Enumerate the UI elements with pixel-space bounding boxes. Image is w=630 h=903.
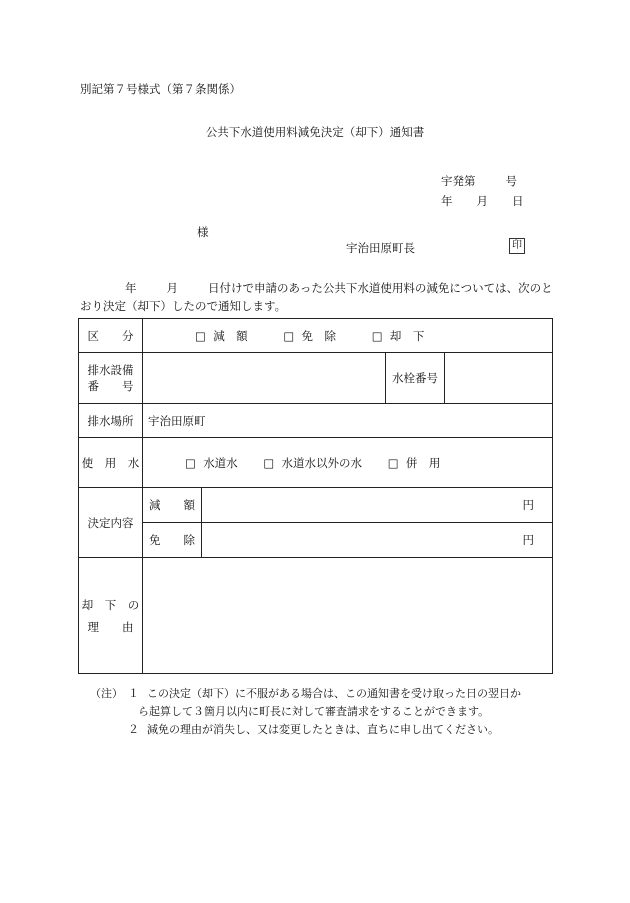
- doc-number-prefix: 宇発第: [441, 174, 476, 188]
- option-combined[interactable]: □ 併 用: [387, 455, 441, 470]
- seal-mark: 印: [509, 238, 525, 254]
- body-rest: 日付けで申請のあった公共下水道使用料の減免については、次のと: [208, 281, 553, 295]
- option-rejection[interactable]: □ 却 下: [371, 328, 425, 343]
- checkbox-icon: □: [195, 328, 206, 343]
- note1-line1: この決定（却下）に不服がある場合は、この通知書を受け取った日の翌日か: [147, 687, 521, 700]
- water-use-options: [143, 438, 553, 488]
- rejection-reason-field[interactable]: [143, 558, 553, 674]
- decision-row-exemption: [79, 523, 553, 558]
- classification-options: [143, 319, 553, 353]
- water-use-row: [79, 438, 553, 488]
- hydrant-cell: [386, 353, 553, 404]
- note2-text: 減免の理由が消失し、又は変更したときは、直ちに申し出てください。: [147, 723, 499, 736]
- hydrant-number-value[interactable]: [445, 353, 552, 403]
- rejection-reason-row: [79, 558, 553, 674]
- facility-row: [79, 353, 553, 404]
- decision-label: 決定内容: [79, 488, 143, 558]
- location-label: 排水場所: [79, 404, 143, 438]
- checkbox-icon: □: [263, 455, 275, 470]
- yen-unit: 円: [522, 533, 534, 547]
- page-title: 公共下水道使用料減免決定（却下）通知書: [205, 125, 425, 139]
- body-year: 年: [125, 281, 137, 295]
- note2-number: ２: [128, 723, 139, 736]
- note1-number: １: [128, 687, 139, 700]
- addressee-suffix: 様: [197, 225, 209, 239]
- option-exemption[interactable]: □ 免 除: [283, 328, 337, 343]
- classification-label: 区 分: [79, 319, 143, 353]
- document-date: [441, 193, 524, 209]
- doc-number-suffix: 号: [505, 174, 517, 188]
- doc-date-month: 月: [476, 194, 488, 208]
- doc-date-day: 日: [512, 194, 524, 208]
- option-reduction[interactable]: □ 減 額: [195, 328, 248, 343]
- doc-date-year: 年: [441, 194, 453, 208]
- note1-line2: ら起算して３箇月以内に町長に対して審査請求をすることができます。: [138, 705, 490, 718]
- location-value[interactable]: 宇治田原町: [143, 404, 553, 438]
- checkbox-icon: □: [185, 455, 196, 470]
- checkbox-icon: □: [387, 455, 399, 470]
- decision-row-reduction: [79, 488, 553, 523]
- location-row: [79, 404, 553, 438]
- exemption-amount-label: 免 除: [143, 523, 202, 557]
- rejection-reason-label: 却 下 の 理 由: [79, 558, 143, 674]
- decision-exemption-cell: [143, 523, 553, 558]
- body-text-line2: おり決定（却下）したので通知します。: [80, 299, 287, 313]
- water-use-label: 使 用 水: [79, 438, 143, 488]
- body-month: 月: [166, 281, 178, 295]
- form-id: 別記第７号様式（第７条関係）: [80, 82, 241, 96]
- facility-number-value[interactable]: [143, 353, 386, 404]
- checkbox-icon: □: [283, 328, 295, 343]
- issuer-name: 宇治田原町長: [346, 241, 415, 255]
- decision-reduction-cell: [143, 488, 553, 523]
- option-non-tap-water[interactable]: □ 水道水以外の水: [263, 455, 363, 470]
- document-number: [441, 173, 517, 189]
- option-tap-water[interactable]: □ 水道水: [185, 455, 238, 470]
- reduction-amount-field[interactable]: [202, 488, 552, 522]
- facility-number-label: 排水設備 番 号: [79, 353, 143, 404]
- form-table: [78, 318, 553, 674]
- reduction-amount-label: 減 額: [143, 488, 202, 522]
- hydrant-number-label: 水栓番号: [386, 353, 445, 403]
- notes-label: （注）: [90, 687, 123, 700]
- checkbox-icon: □: [371, 328, 383, 343]
- yen-unit: 円: [522, 498, 534, 512]
- body-text-line1: [125, 280, 553, 296]
- exemption-amount-field[interactable]: [202, 523, 552, 557]
- classification-row: [79, 319, 553, 353]
